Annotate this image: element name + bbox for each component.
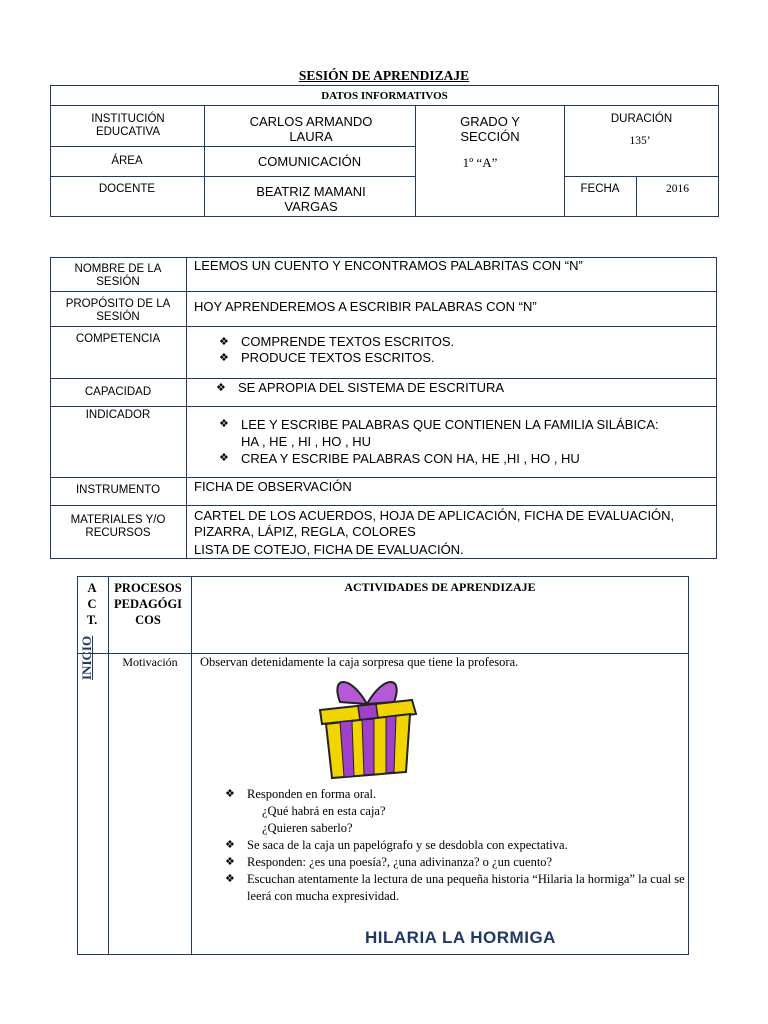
duracion-value: 135’ — [629, 135, 651, 147]
grado-label: GRADO Y SECCIÓN — [460, 114, 520, 144]
story-title: HILARIA LA HORMIGA — [365, 928, 556, 947]
pregunta-1: ¿Qué habrá en esta caja? — [262, 804, 386, 818]
competencia-label: COMPETENCIA — [75, 333, 161, 345]
col-proceso-header: PROCESOS PEDAGÓGICOS — [113, 581, 183, 627]
proposito-label: PROPÓSITO DE LA SESIÓN — [65, 298, 171, 323]
materiales-value-2: LISTA DE COTEJO, FICHA DE EVALUACIÓN. — [194, 542, 464, 557]
capacidad-item: ❖ SE APROPIA DEL SISTEMA DE ESCRITURA — [216, 380, 696, 396]
indicador-item: ❖ CREA Y ESCRIBE PALABRAS CON HA, HE ,HI , HO , HU — [219, 450, 669, 467]
grado-value: 1º “A” — [462, 155, 498, 170]
instrumento-label: INSTRUMENTO — [75, 484, 161, 496]
pregunta-2: ¿Quieren saberlo? — [262, 821, 353, 835]
materiales-label: MATERIALES Y/O RECURSOS — [70, 514, 166, 539]
actividad-intro: Observan detenidamente la caja sorpresa que tiene la profesora. — [200, 655, 519, 669]
page-title: SESIÓN DE APRENDIZAJE — [298, 68, 470, 83]
col-act-header: A C T. — [86, 581, 98, 627]
area-value: COMUNICACIÓN — [257, 154, 362, 169]
actividad-item: ❖ Se saca de la caja un papelógrafo y se desdobla con expectativa. — [225, 837, 685, 854]
indicador-list — [219, 416, 669, 467]
institucion-value: CARLOS ARMANDO LAURA — [249, 114, 373, 144]
fase-inicio: INICIO — [79, 635, 94, 680]
indicador-label: INDICADOR — [85, 409, 151, 421]
competencia-item: ❖ PRODUCE TEXTOS ESCRITOS. — [219, 350, 699, 366]
gift-box-icon — [310, 670, 424, 782]
docente-label: DOCENTE — [98, 183, 156, 195]
capacidad-label: CAPACIDAD — [84, 386, 152, 398]
datos-header: DATOS INFORMATIVOS — [321, 90, 448, 102]
proceso-motivacion: Motivación — [122, 655, 178, 669]
actividad-item: ❖ Responden: ¿es una poesía?, ¿una adivinanza? o ¿un cuento? — [225, 854, 685, 871]
nombre-value: LEEMOS UN CUENTO Y ENCONTRAMOS PALABRITAS CON “N” — [194, 258, 583, 273]
capacidad-list — [216, 380, 696, 396]
nombre-label: NOMBRE DE LA SESIÓN — [74, 263, 162, 288]
fecha-value: 2016 — [666, 183, 689, 195]
proposito-value: HOY APRENDEREMOS A ESCRIBIR PALABRAS CON “N” — [194, 299, 537, 314]
actividad-item: ❖ Responden en forma oral. — [225, 786, 685, 803]
actividades-list — [225, 786, 685, 905]
docente-value: BEATRIZ MAMANI VARGAS — [256, 184, 366, 214]
materiales-value: CARTEL DE LOS ACUERDOS, HOJA DE APLICACIÓN, FICHA DE EVALUACIÓN, PIZARRA, LÁPIZ, REGLA, COLORES — [194, 508, 675, 539]
institucion-label: INSTITUCIÓN EDUCATIVA — [91, 113, 165, 138]
fecha-label: FECHA — [580, 183, 620, 195]
actividad-item: ❖ Escuchan atentamente la lectura de una pequeña historia “Hilaria la hormiga” la cual se leerá con mucha expresividad. — [225, 871, 687, 905]
competencia-item: ❖ COMPRENDE TEXTOS ESCRITOS. — [219, 334, 699, 350]
instrumento-value: FICHA DE OBSERVACIÓN — [194, 479, 352, 494]
area-label: ÁREA — [111, 155, 143, 167]
indicador-item: ❖ LEE Y ESCRIBE PALABRAS QUE CONTIENEN LA FAMILIA SILÁBICA: HA , HE , HI , HO , HU — [219, 416, 669, 450]
col-actividades-header: ACTIVIDADES DE APRENDIZAJE — [344, 580, 536, 594]
duracion-label: DURACIÓN — [610, 113, 673, 125]
competencia-list — [219, 334, 699, 366]
